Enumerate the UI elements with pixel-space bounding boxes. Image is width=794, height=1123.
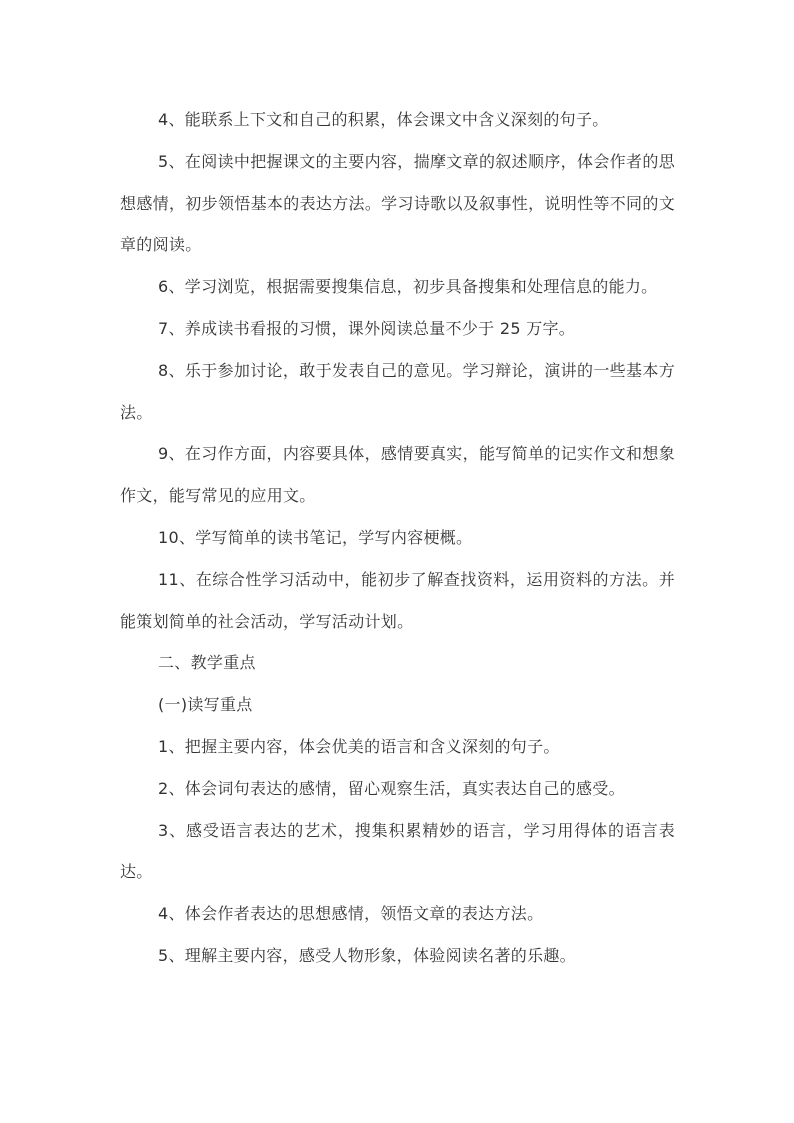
- subsection-heading-reading-writing-focus: (一)读写重点: [158, 695, 253, 715]
- paragraph-objective-9: 9、在习作方面，内容要具体，感情要真实，能写简单的记实作文和想象作文，能写常见的应用文。: [120, 444, 675, 506]
- paragraph-objective-6: 6、学习浏览，根据需要搜集信息，初步具备搜集和处理信息的能力。: [158, 277, 658, 297]
- paragraph-objective-10: 10、学写简单的读书笔记，学写内容梗概。: [158, 527, 473, 547]
- paragraph-focus-5: 5、理解主要内容，感受人物形象，体验阅读名著的乐趣。: [158, 945, 576, 965]
- paragraph-objective-11: 11、在综合性学习活动中，能初步了解查找资料，运用资料的方法。并能策划简单的社会活动，学写活动计划。: [120, 569, 675, 631]
- paragraph-objective-7: 7、养成读书看报的习惯，课外阅读总量不少于 25 万字。: [158, 318, 576, 338]
- paragraph-objective-5: 5、在阅读中把握课文的主要内容，揣摩文章的叙述顺序，体会作者的思想感情，初步领悟基本的表达方法。学习诗歌以及叙事性，说明性等不同的文章的阅读。: [120, 151, 675, 255]
- section-heading-teaching-focus: 二、教学重点: [158, 653, 256, 673]
- paragraph-focus-1: 1、把握主要内容，体会优美的语言和含义深刻的句子。: [158, 736, 560, 756]
- paragraph-objective-4: 4、能联系上下文和自己的积累，体会课文中含义深刻的句子。: [158, 110, 609, 129]
- paragraph-focus-4: 4、体会作者表达的思想感情，领悟文章的表达方法。: [158, 904, 544, 924]
- document-body: [120, 99, 675, 977]
- paragraph-focus-3: 3、感受语言表达的艺术，搜集积累精妙的语言，学习用得体的语言表达。: [120, 820, 675, 882]
- paragraph-objective-8: 8、乐于参加讨论，敢于发表自己的意见。学习辩论，演讲的一些基本方法。: [120, 360, 675, 422]
- paragraph-focus-2: 2、体会词句表达的感情，留心观察生活，真实表达自己的感受。: [158, 778, 625, 798]
